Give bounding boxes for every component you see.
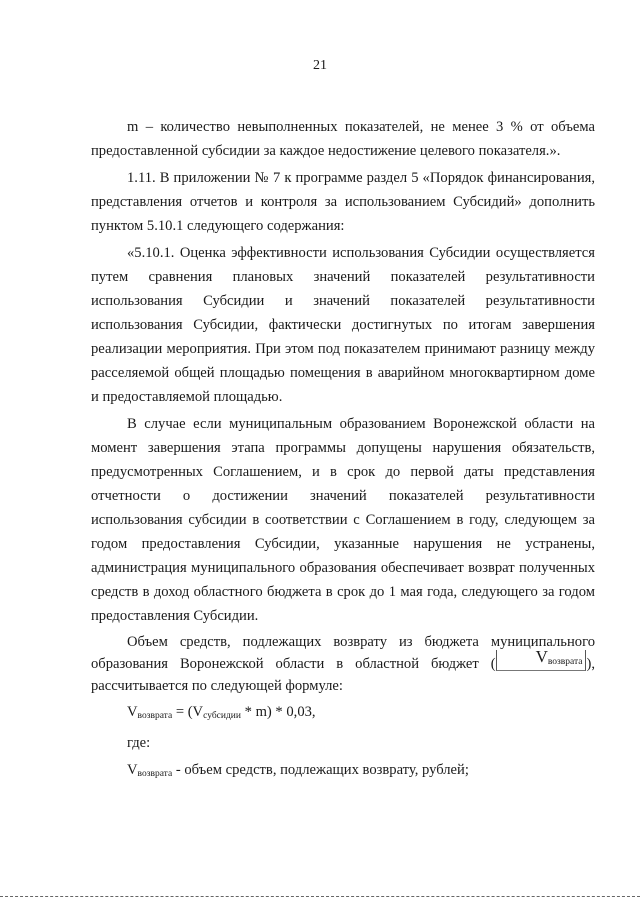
return-volume-text-a: Объем средств, подлежащих возврату из бюджета муниципального образования Воронежской области в областной бюджет ( [91,634,595,672]
formula-line: $V_{возврата} = (V_{субсидии} * m) * 0,03$, [127,704,316,721]
page-number: 21 [313,58,327,73]
paragraph-item-1-11: 1.11. В приложении № 7 к программе раздел 5 «Порядок финансирования, представления отчетов и контроля за использованием Субсидий» дополнить пунктом 5.10.1 следующего содержания: [91,170,595,234]
return-volume-text-b: ), рассчитывается по следующей формуле: [91,656,595,694]
page-bottom-edge [0,896,640,897]
paragraph-violations: В случае если муниципальным образованием Воронежской области на момент завершения этапа программы допущены нарушения обязательств, предусмотренных Соглашением, и в срок до первой даты представления отчетности о достижении значений показателей результативности использования субсидии в соответствии с Соглашением в году, следующем за годом предоставления Субсидии, указанные нарушения не устранены, администрация муниципального образования обеспечивает возврат полученных средств в доход областного бюджета в срок до 1 мая года, следующего за годом предоставления Субсидии. [91,416,595,624]
v-return-symbol: $V_{возврата}$ [496,650,587,671]
paragraph-m-definition: m – количество невыполненных показателей, не менее 3 % от объема предоставленной субсидии за каждое недостижение целевого показателя.». [91,119,595,159]
document-body [91,115,595,789]
paragraph-return-volume [91,631,595,697]
paragraph-5-10-1: «5.10.1. Оценка эффективности использования Субсидии осуществляется путем сравнения плановых значений показателей результативности использования Субсидии и значений показателей результативности использования Субсидии, фактически достигнутых по итогам завершения реализации мероприятия. При этом под показателем принимают разницу между расселяемой общей площадью помещения в аварийном многоквартирном доме и предоставляемой площадью. [91,245,595,405]
where-label: где: [127,735,151,751]
definition-v-return: $V_{возврата}$ - объем средств, подлежащих возврату, рублей; [127,762,469,779]
